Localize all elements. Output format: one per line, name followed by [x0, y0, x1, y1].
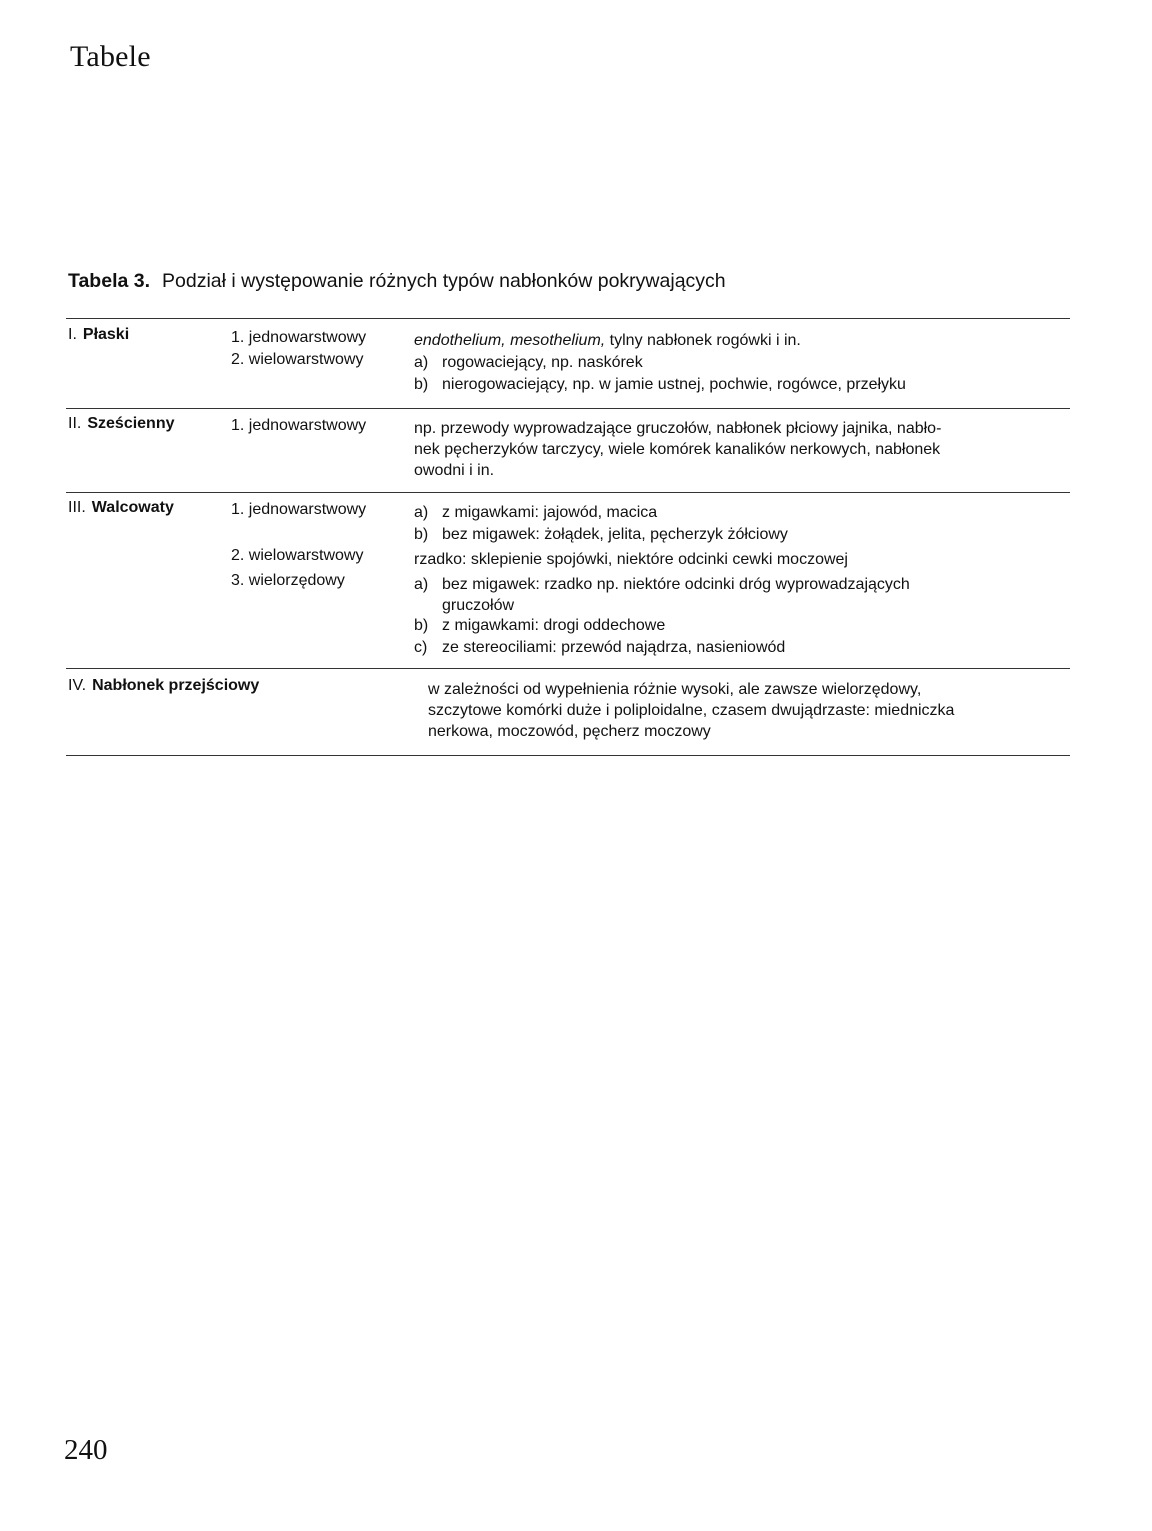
- page-header-title: Tabele: [70, 40, 151, 73]
- table-rule: [66, 492, 1070, 493]
- subtype-item: 1. jednowarstwowy: [231, 501, 367, 518]
- row-subtype: [231, 545, 363, 567]
- subtype-item: 1. jednowarstwowy: [231, 329, 367, 346]
- table-rule: [66, 408, 1070, 409]
- row-subtypes: [231, 415, 366, 437]
- subtype-item: 2. wielowarstwowy: [231, 351, 364, 368]
- desc-italic: endothelium, mesothelium,: [414, 332, 606, 349]
- row-number: IV.: [68, 677, 87, 694]
- desc-line: nek pęcherzyków tarczycy, wiele komórek kanalików nerkowych, nabłonek: [414, 441, 941, 458]
- desc-text: nierogowaciejący, np. w jamie ustnej, pochwie, rogówce, przełyku: [442, 376, 906, 393]
- desc-text: gruczołów: [442, 597, 515, 614]
- row-number: III.: [68, 499, 86, 516]
- desc-text: tylny nabłonek rogówki i in.: [605, 332, 801, 349]
- page-number: 240: [64, 1434, 108, 1466]
- table-caption-text: Podział i występowanie różnych typów nabłonków pokrywających: [162, 270, 726, 292]
- row-description: [414, 418, 1044, 481]
- subtype-item: 1. jednowarstwowy: [231, 417, 367, 434]
- row-name: Sześcienny: [87, 415, 175, 432]
- subtype-item: 3. wielorzędowy: [231, 572, 345, 589]
- desc-marker: b): [414, 376, 429, 393]
- desc-line: szczytowe komórki duże i poliploidalne, czasem dwujądrzaste: miedniczka: [428, 702, 955, 719]
- desc-marker: c): [414, 639, 428, 656]
- row-name: Nabłonek przejściowy: [92, 677, 260, 694]
- row-number: I.: [68, 326, 77, 343]
- table-rule: [66, 668, 1070, 669]
- row-subtype: [231, 499, 366, 521]
- row-subtypes: [231, 327, 366, 371]
- row-description: [414, 330, 1044, 396]
- desc-text: rogowaciejący, np. naskórek: [442, 354, 643, 371]
- desc-text: bez migawek: żołądek, jelita, pęcherzyk żółciowy: [442, 526, 788, 543]
- desc-text: z migawkami: jajowód, macica: [442, 504, 658, 521]
- row-name: Walcowaty: [91, 499, 174, 516]
- desc-text: bez migawek: rzadko np. niektóre odcinki dróg wyprowadzających: [442, 576, 910, 593]
- row-description: [428, 679, 1058, 742]
- row-category: [68, 675, 259, 697]
- desc-marker: a): [414, 354, 429, 371]
- row-description: [414, 502, 1044, 659]
- desc-line: np. przewody wyprowadzające gruczołów, nabłonek płciowy jajnika, nabło-: [414, 420, 942, 437]
- desc-marker: b): [414, 526, 429, 543]
- desc-line: nerkowa, moczowód, pęcherz moczowy: [428, 723, 711, 740]
- subtype-item: 2. wielowarstwowy: [231, 547, 364, 564]
- desc-marker: b): [414, 617, 429, 634]
- desc-line: w zależności od wypełnienia różnie wysoki, ale zawsze wielorzędowy,: [428, 681, 922, 698]
- epithelium-table: [66, 0, 1070, 1531]
- row-category: [68, 497, 174, 519]
- desc-line: owodni i in.: [414, 462, 495, 479]
- table-rule-bottom: [66, 755, 1070, 756]
- table-caption-label: Tabela 3.: [68, 270, 151, 292]
- row-number: II.: [68, 415, 82, 432]
- desc-text: z migawkami: drogi oddechowe: [442, 617, 666, 634]
- desc-text: ze stereociliami: przewód najądrza, nasieniowód: [442, 639, 786, 656]
- row-name: Płaski: [82, 326, 130, 343]
- row-category: [68, 324, 129, 346]
- desc-marker: a): [414, 576, 429, 593]
- row-category: [68, 413, 175, 435]
- table-rule-top: [66, 318, 1070, 319]
- desc-marker: a): [414, 504, 429, 521]
- row-subtype: [231, 570, 345, 592]
- desc-text: rzadko: sklepienie spojówki, niektóre odcinki cewki moczowej: [414, 551, 848, 568]
